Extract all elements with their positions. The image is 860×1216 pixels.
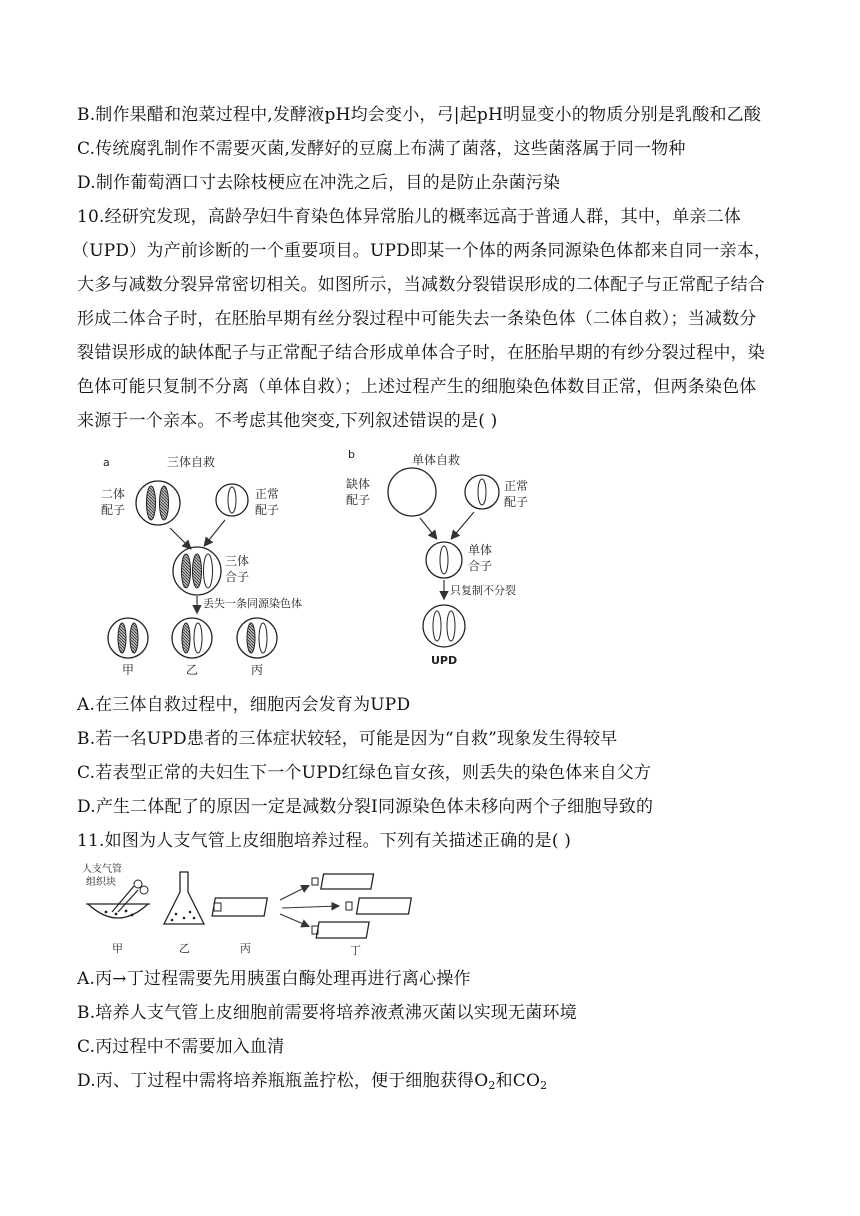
step-label-ding: 丁 (350, 944, 361, 957)
q9-option-d: D.制作葡萄酒口寸去除枝梗应在冲洗之后，目的是防止杂菌污染 (77, 173, 561, 193)
q11-option-a: A.丙→丁过程需要先用胰蛋白酶处理再进行离心操作 (77, 969, 471, 989)
figure-a-title: 三体自救 (167, 455, 216, 469)
figure-b-normal-gamete-label-1: 正常 (504, 479, 529, 493)
disomic-gamete-cell (136, 481, 180, 525)
figure-b-result-label: UPD (431, 654, 458, 667)
arrow (280, 886, 308, 900)
figure-trisomy-rescue (95, 448, 335, 680)
chromosome-dark (147, 486, 156, 520)
arrow (282, 906, 338, 908)
chromosome-dark (193, 554, 202, 588)
chromosome-light (440, 546, 448, 574)
arrow (280, 914, 308, 926)
figure-b-zygote-label-2: 合子 (468, 559, 493, 573)
figure-b-arrow-label: 只复制不分裂 (450, 584, 516, 597)
q10-stem-line-5: 裂错误形成的缺体配子与正常配子结合形成单体合子时，在胚胎早期的有纱分裂过程中，染 (77, 343, 765, 363)
arrow (205, 520, 225, 545)
figure-a-cell-label-jia: 甲 (122, 663, 135, 677)
cell-jia (108, 618, 148, 658)
figure-a-normal-gamete-label-1: 正常 (255, 487, 280, 501)
figure-a-zygote-label-2: 合子 (225, 570, 250, 584)
chromosome-dark (247, 623, 255, 653)
q11-option-c: C.丙过程中不需要加入血清 (77, 1037, 285, 1057)
figure-b-title: 单体自救 (412, 453, 461, 467)
figure-a-normal-gamete-label-2: 配子 (255, 503, 280, 517)
figure-cell-culture (76, 860, 436, 960)
chromosome-dark (182, 554, 191, 588)
chromosome-light (259, 623, 267, 653)
o2-formula: $O_2$ (474, 1071, 496, 1092)
and-word: 和 (495, 1071, 513, 1091)
figure-a-cell-label-bing: 丙 (251, 663, 264, 677)
q11-option-b: B.培养人支气管上皮细胞前需要将培养液煮沸灭菌以实现无菌环境 (77, 1003, 577, 1023)
q10-stem-line-2: （UPD）为产前诊断的一个重要项目。UPD即某一个体的两条同源染色体都来自同一亲本， (72, 241, 772, 261)
q11-stem: 11.如图为人支气管上皮细胞培养过程。下列有关描述正确的是( ) (77, 831, 572, 851)
figure-monosomy-rescue (340, 446, 550, 672)
chromosome-light (433, 611, 441, 641)
step-label-jia: 甲 (112, 942, 123, 955)
q10-stem-line-7: 来源于一个亲本。不考虑其他突变,下列叙述错误的是( ) (77, 411, 498, 431)
q10-option-b: B.若一名UPD患者的三体症状较轻，可能是因为“自救”现象发生得较早 (77, 729, 618, 749)
tissue-label-1: 人支气管 (82, 864, 122, 875)
co2-formula: $CO_2$ (512, 1071, 548, 1092)
chromosome-dark (160, 486, 169, 520)
q10-option-c: C.若表型正常的夫妇生下一个UPD红绿色盲女孩，则丢失的染色体来自父方 (77, 763, 652, 783)
q10-option-a: A.在三体自救过程中，细胞丙会发育为UPD (77, 695, 411, 715)
q9-option-b: B.制作果醋和泡菜过程中,发酵液pH均会变小，弓|起pH明显变小的物质分别是乳酸和乙酸 (77, 105, 762, 125)
figure-a-disomic-gamete-label-2: 配子 (101, 503, 126, 517)
figure-b-nullisomic-label-2: 配子 (346, 493, 371, 507)
flask-icon (164, 872, 204, 924)
chromosome-light (194, 623, 202, 653)
figure-a-panel-label: a (103, 456, 110, 469)
q10-stem-line-6: 色体可能只复制不分离（单体自救）；上述过程产生的细胞染色体数目正常，但两条染色体 (77, 377, 757, 397)
figure-a-cell-label-yi: 乙 (186, 663, 199, 677)
chromosome-dark (182, 623, 190, 653)
scissors-icon (112, 886, 134, 912)
chromosome-light (228, 487, 236, 513)
chromosome-light (478, 479, 486, 505)
q11-option-d-text: D.丙、丁过程中需将培养瓶瓶盖拧松，便于细胞获得 (77, 1071, 475, 1091)
figure-b-nullisomic-label-1: 缺体 (346, 477, 371, 491)
culture-bottle (321, 874, 374, 889)
culture-bottle (356, 898, 411, 914)
cell-bing (237, 618, 277, 658)
figure-b-panel-label: b (348, 448, 355, 461)
figure-b-zygote-label-1: 单体 (468, 543, 493, 557)
upd-cell (423, 605, 465, 647)
arrow (170, 528, 190, 548)
step-label-bing: 丙 (240, 942, 251, 955)
chromosome-light (447, 611, 455, 641)
chromosome-dark (118, 623, 126, 653)
q10-stem-line-4: 形成二体合子时，在胚胎早期有丝分裂过程中可能失去一条染色体（二体自救）；当减数分 (77, 309, 757, 329)
q11-option-d (77, 1070, 547, 1092)
q10-option-d: D.产生二体配了的原因一定是减数分裂I同源染色体未移向两个子细胞导致的 (77, 797, 654, 817)
q9-option-c: C.传统腐乳制作不需要灭菌,发酵好的豆腐上布满了菌落，这些菌落属于同一物种 (77, 139, 686, 159)
culture-bottle (212, 898, 267, 916)
arrow (420, 518, 436, 538)
tissue-label-2: 组织块 (86, 877, 116, 888)
q10-stem-line-1: 10.经研究发现，高龄孕妇牛育染色体异常胎儿的概率远高于普通人群，其中，单亲二体 (77, 207, 742, 227)
q10-stem-line-3: 大多与减数分裂异常密切相关。如图所示，当减数分裂错误形成的二体配子与正常配子结合 (77, 275, 765, 295)
arrow (452, 512, 474, 538)
figure-b-normal-gamete-label-2: 配子 (504, 495, 529, 509)
nullisomic-gamete-cell (388, 468, 436, 516)
figure-a-disomic-gamete-label-1: 二体 (101, 487, 126, 501)
culture-dish (88, 904, 148, 918)
culture-bottle (316, 922, 369, 938)
figure-a-arrow-label: 丢失一条同源染色体 (203, 597, 302, 610)
chromosome-dark (130, 623, 138, 653)
step-label-yi: 乙 (179, 942, 190, 955)
chromosome-light (204, 554, 213, 588)
figure-a-zygote-label-1: 三体 (225, 554, 250, 568)
cell-yi (172, 618, 212, 658)
